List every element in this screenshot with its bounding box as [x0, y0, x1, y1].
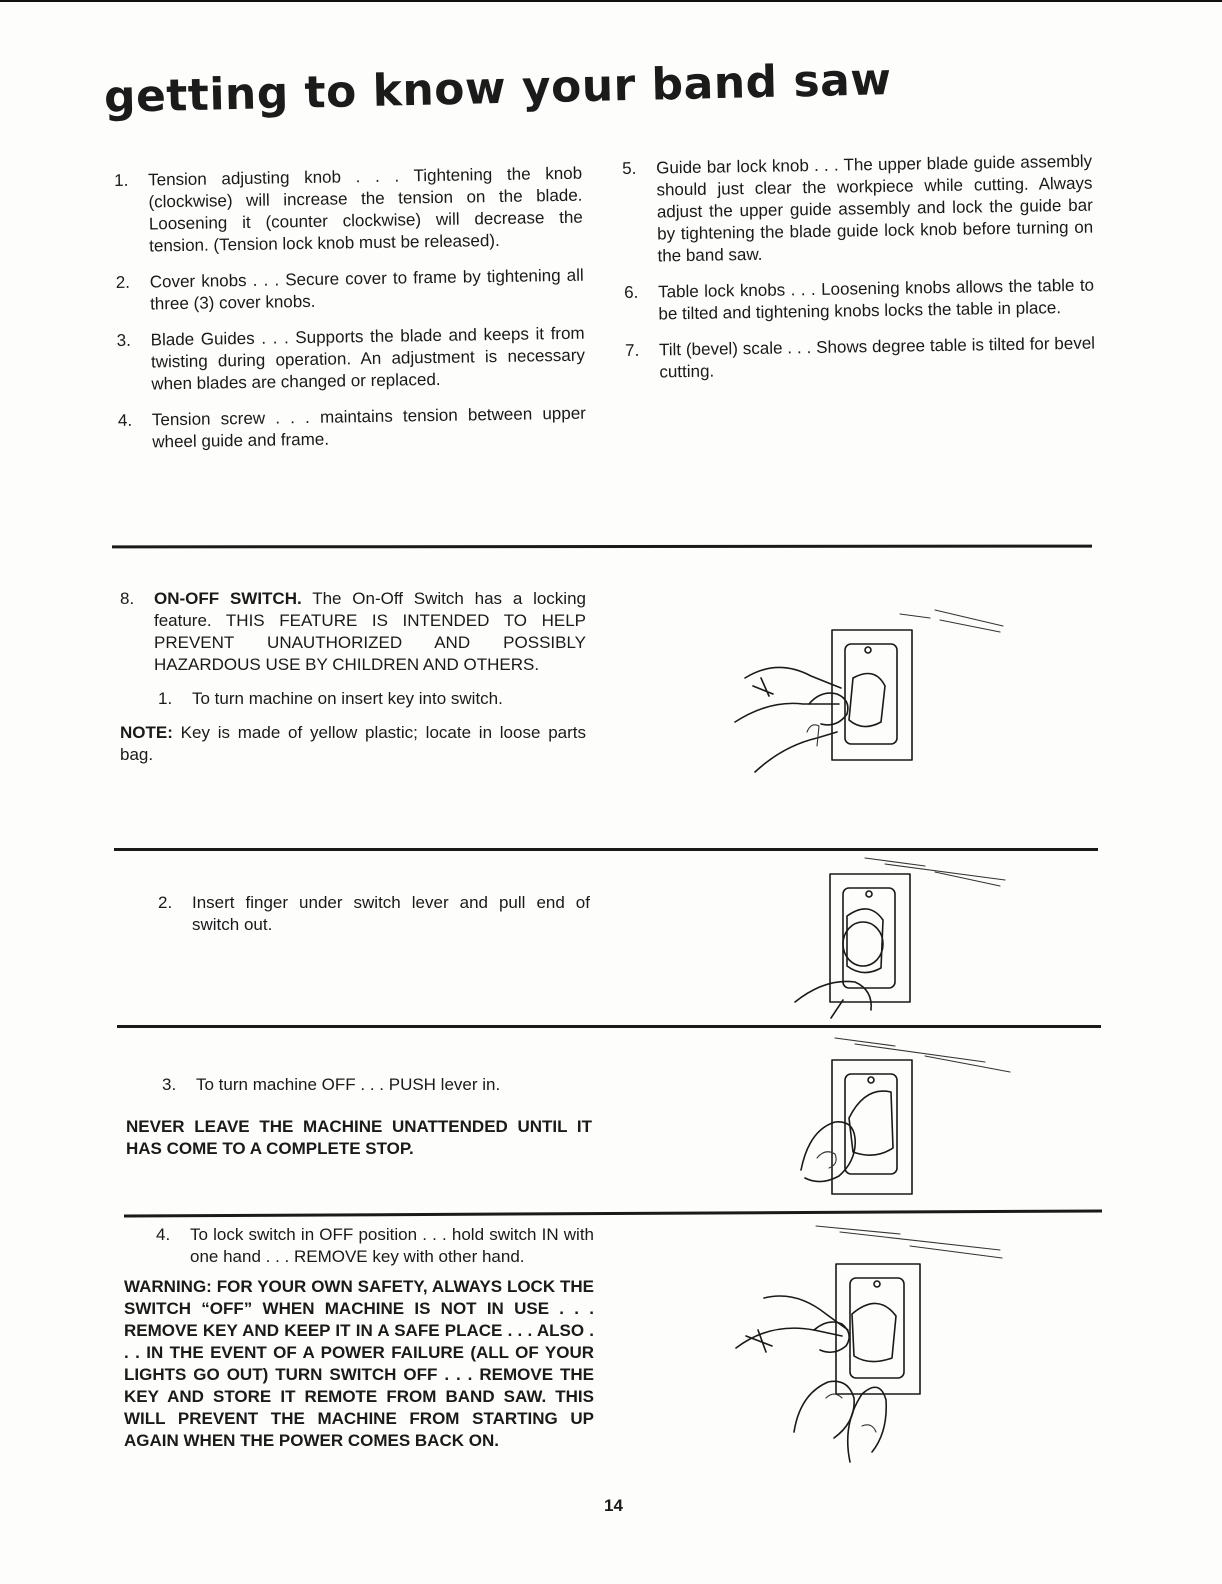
note [120, 722, 586, 766]
hand-inserting-key-illustration [725, 600, 1015, 795]
switch-intro: The On-Off Switch has a locking feature. THIS FEATURE IS INTENDED TO HELP PREVENT UNAUTHORIZED AND POSSIBLY HAZARDOUS USE BY CHILDREN AND OTHERS. [154, 589, 586, 674]
step-text: To turn machine on insert key into switch. [192, 689, 503, 708]
switch-heading: ON-OFF SWITCH. [154, 589, 302, 608]
thumb-pushing-switch-illustration [795, 1030, 1025, 1205]
list-item [622, 151, 1094, 268]
note-label: NOTE: [120, 723, 173, 742]
parts-list-left [114, 163, 587, 468]
switch-section [120, 588, 586, 766]
step-item [162, 1074, 592, 1096]
step-item [158, 688, 586, 710]
step-item [158, 892, 590, 936]
step-4 [124, 1224, 594, 1452]
item-text: Guide bar lock knob . . . The upper blade guide assembly should just clear the workpiece while cutting. Always adjust the upper guide assembly and lock the guide bar by tightening the blade guide lock knob before turning on the band saw. [656, 151, 1094, 266]
step-number: 3. [162, 1075, 177, 1094]
item-text: Tilt (bevel) scale . . . Shows degree table is tilted for bevel cutting. [658, 333, 1096, 382]
page-top-edge [0, 0, 1222, 2]
step-item [156, 1224, 594, 1268]
item-number: 2. [115, 272, 131, 292]
step-2 [158, 892, 590, 950]
section-divider [117, 1025, 1101, 1028]
hands-removing-key-illustration [730, 1218, 1020, 1483]
item-text: Table lock knobs . . . Loosening knobs allows the table to be tilted and tightening knobs locks the table in place. [657, 275, 1095, 324]
item-number: 6. [623, 282, 639, 302]
list-item [120, 588, 586, 676]
list-item [117, 323, 586, 396]
step-number: 1. [158, 689, 173, 708]
item-number: 3. [116, 330, 132, 350]
unattended-warning: NEVER LEAVE THE MACHINE UNATTENDED UNTIL IT HAS COME TO A COMPLETE STOP. [126, 1117, 592, 1158]
step-number: 2. [158, 893, 173, 912]
finger-pulling-switch-illustration [785, 850, 1015, 1025]
list-item [116, 265, 585, 316]
step-number: 4. [156, 1225, 171, 1244]
step-3 [126, 1074, 592, 1160]
item-number: 8. [120, 589, 135, 608]
page-number: 14 [604, 1496, 623, 1515]
page-title: getting to know your band saw [103, 54, 892, 123]
step-text: Insert finger under switch lever and pull end of switch out. [192, 893, 590, 934]
step-text: To turn machine OFF . . . PUSH lever in. [196, 1075, 501, 1094]
item-number: 5. [622, 158, 637, 178]
item-text: Blade Guides . . . Supports the blade and keeps it from twisting during operation. An adjustment is necessary when blades are changed or replaced. [150, 323, 586, 394]
item-text: Cover knobs . . . Secure cover to frame by tightening all three (3) cover knobs. [149, 265, 584, 314]
list-item [114, 163, 583, 258]
parts-list-right [622, 151, 1096, 398]
item-number: 1. [114, 170, 129, 190]
step-text: To lock switch in OFF position . . . hold switch IN with one hand . . . REMOVE key with other hand. [190, 1225, 594, 1266]
item-number: 7. [624, 340, 640, 360]
note-text: Key is made of yellow plastic; locate in loose parts bag. [120, 723, 586, 764]
safety-warning: WARNING: FOR YOUR OWN SAFETY, ALWAYS LOCK THE SWITCH “OFF” WHEN MACHINE IS NOT IN USE . . . REMOVE KEY AND KEEP IT IN A SAFE PLACE . . . ALSO . . . IN THE EVENT OF A POWER FAILURE (ALL OF YOUR LIGHTS GO OUT) TURN SWITCH OFF . . . REMOVE THE KEY AND STORE IT REMOTE FROM BAND SAW. THIS WILL PREVENT THE MACHINE FROM STARTING UP AGAIN WHEN THE POWER COMES BACK ON. [124, 1277, 594, 1450]
list-item [625, 333, 1096, 384]
section-divider [124, 1209, 1102, 1217]
list-item [624, 275, 1095, 326]
section-divider [112, 545, 1092, 549]
item-number: 4. [117, 410, 133, 430]
item-text: Tension adjusting knob . . . Tightening the knob (clockwise) will increase the tension on the blade. Loosening it (counter clockwise) will decrease the tension. (Tension lock knob must be released). [148, 163, 583, 256]
list-item [118, 403, 587, 454]
item-text: Tension screw . . . maintains tension between upper wheel guide and frame. [151, 403, 587, 452]
